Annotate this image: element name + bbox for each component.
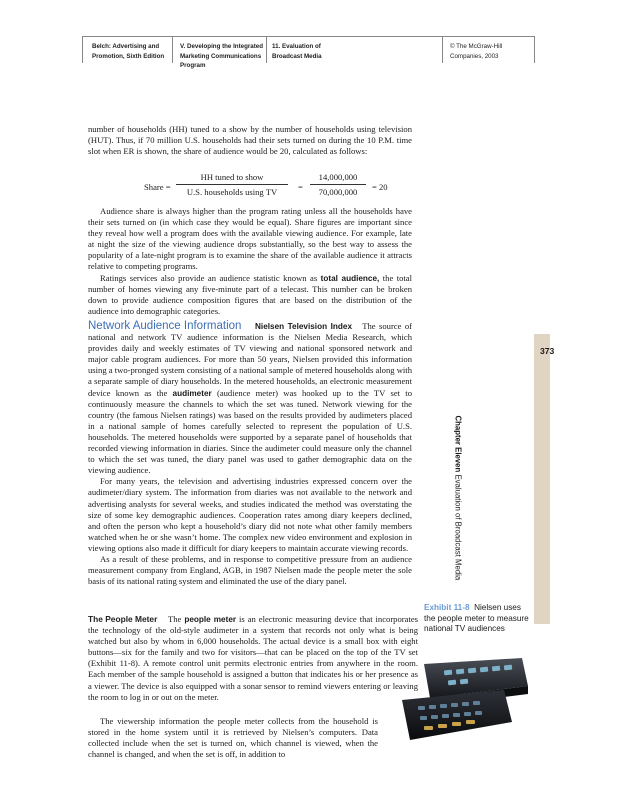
exhibit-caption-text: Nielsen uses the people meter to measure national TV audiences bbox=[424, 603, 529, 633]
running-header bbox=[82, 36, 535, 69]
vertical-chapter-label: Chapter Eleven bbox=[453, 415, 463, 473]
formula-numerator-2: 14,000,000 bbox=[318, 172, 358, 182]
formula-numerator-1: HH tuned to show bbox=[200, 172, 264, 182]
nielsen-p1-b: (audience meter) was hooked up to the TV set to continuously measure the channels to which the set was tuned. Network viewing for the country (the famous Nielsen ratings) was based on the results provided by audimeters placed in a national sample of homes carefully selected to represent the population of U.S. households. The metered households were supported by a separate panel of households that recorded viewing information in diaries. Since the audimeter could measure only the channel to which the set was tuned, the diary panel was used to gather demographic data on the viewing audience. bbox=[88, 387, 412, 476]
remote-control bbox=[402, 690, 512, 740]
vertical-chapter-title bbox=[454, 416, 463, 586]
header-divider bbox=[442, 37, 443, 63]
term-people-meter: people meter bbox=[184, 615, 237, 624]
formula-fraction-1 bbox=[176, 172, 288, 197]
people-meter-paragraph-1 bbox=[88, 614, 418, 703]
formula-fraction-2 bbox=[310, 172, 366, 197]
people-meter-section-2 bbox=[88, 716, 378, 760]
share-formula bbox=[88, 172, 412, 202]
formula-result: = 20 bbox=[372, 182, 388, 192]
people-meter-photo bbox=[384, 656, 530, 744]
formula-denominator-1: U.S. households using TV bbox=[176, 184, 288, 197]
exhibit-label: Exhibit 11-8 bbox=[424, 603, 470, 612]
header-divider bbox=[266, 37, 267, 63]
nielsen-heading: Nielsen Television Index bbox=[255, 322, 353, 331]
people-meter-section bbox=[88, 614, 418, 703]
people-meter-paragraph-2: The viewership information the people meter collects from the household is stored in the home system until it is retrieved by Nielsen’s computers. Data collected include when the set is turned on, which channel is viewed, when the channel is changed, and when the set is off, in addition to bbox=[88, 716, 378, 760]
header-book: Belch: Advertising and Promotion, Sixth Edition bbox=[92, 43, 165, 60]
paragraph-share: Audience share is always higher than the program rating unless all the households have their sets turned on (in which case they would be equal). Share figures are important since they reveal how well a program does with the available viewing audience. For example, late at night the size of the viewing audience drops substantially, so the best way to assess the popularity of a late-night program is to examine the share of the available audience it attracts relative to competing programs. bbox=[88, 206, 412, 272]
exhibit-caption bbox=[424, 603, 532, 635]
header-divider bbox=[82, 37, 83, 63]
term-audimeter: audimeter bbox=[172, 388, 212, 398]
pm-p1-b: is an electronic measuring device that incorporates the technology of the old-style audimeter in a system that records not only what is being watched but also by whom in 6,000 households. The actual device is a small box with eight buttons—six for the family and two for visitors—that can be placed on the top of the TV set (Exhibit 11-8). A remote control unit permits electronic entries from anywhere in the room. Each member of the sample household is assigned a button that indicates his or her presence as a viewer. The device is also equipped with a sonar sensor to remind viewers entering or leaving the room to log in or out on the meter. bbox=[88, 614, 418, 702]
nielsen-section bbox=[88, 321, 412, 587]
section-title: Network Audience Information bbox=[88, 320, 242, 332]
header-chapter: 11. Evaluation of Broadcast Media bbox=[272, 43, 322, 60]
nielsen-paragraph-2: For many years, the television and advertising industries expressed concern over the audimeter/diary system. The information from diaries was not available to the network and advertising analysts for several weeks, and studies indicated the method was overstating the size of some key demographic audiences. Cooperation rates among diary keepers declined, and often the person who kept a household’s diary did not note what other family members watched when he or she wasn’t home. The complex new video environment and explosion in viewing options also made it difficult for diary keepers to maintain accurate viewing records. bbox=[88, 476, 412, 553]
nielsen-paragraph-3: As a result of these problems, and in response to competitive pressure from an audience measurement company from England, AGB, in 1987 Nielsen made the people meter the sole basis of its national rating system and eliminated the use of the diary panel. bbox=[88, 553, 412, 587]
term-total-audience: total audience, bbox=[320, 273, 380, 283]
people-meter-heading: The People Meter bbox=[88, 614, 158, 624]
header-copyright: © The McGraw-Hill Companies, 2003 bbox=[450, 43, 503, 60]
paragraph-total-b: the total number of homes viewing any five-minute part of a telecast. This number can be broken down to provide audience composition figures that are based on the distribution of the audience into demographic categories. bbox=[88, 272, 412, 316]
share-text bbox=[88, 206, 412, 317]
header-divider bbox=[172, 37, 173, 63]
chapter-sidebar-tab bbox=[534, 334, 550, 624]
pm-p1-a: The bbox=[168, 614, 185, 624]
intro-paragraph: number of households (HH) tuned to a show by the number of households using television (HUT). Thus, if 70 million U.S. households had their sets turned on during the 10 P.M. time slot when ER is shown, the share of audience would be 20, calculated as follows: bbox=[88, 124, 412, 157]
formula-label: Share = bbox=[144, 182, 171, 192]
nielsen-paragraph-1 bbox=[88, 321, 412, 476]
intro-text bbox=[88, 124, 412, 157]
paragraph-total-audience bbox=[88, 273, 412, 317]
nielsen-p1-a: The source of national and network TV audience information is the Nielsen Media Research, which provides daily and weekly estimates of TV viewing and national sponsored network and major cable program audiences. For more than 50 years, Nielsen provided this information using a two-pronged system consisting of a national sample of metered households along with a separate sample of diary households. In the metered households, an electronic measurement device known as the bbox=[88, 321, 412, 398]
header-part: V. Developing the Integrated Marketing Communications Program bbox=[180, 43, 263, 69]
paragraph-total-a: Ratings services also provide an audience statistic known as bbox=[100, 272, 321, 283]
formula-equals: = bbox=[298, 182, 303, 192]
vertical-chapter-name: Evaluation of Broadcast Media bbox=[453, 474, 463, 581]
page-number: 373 bbox=[540, 346, 555, 356]
formula-denominator-2: 70,000,000 bbox=[310, 184, 366, 197]
